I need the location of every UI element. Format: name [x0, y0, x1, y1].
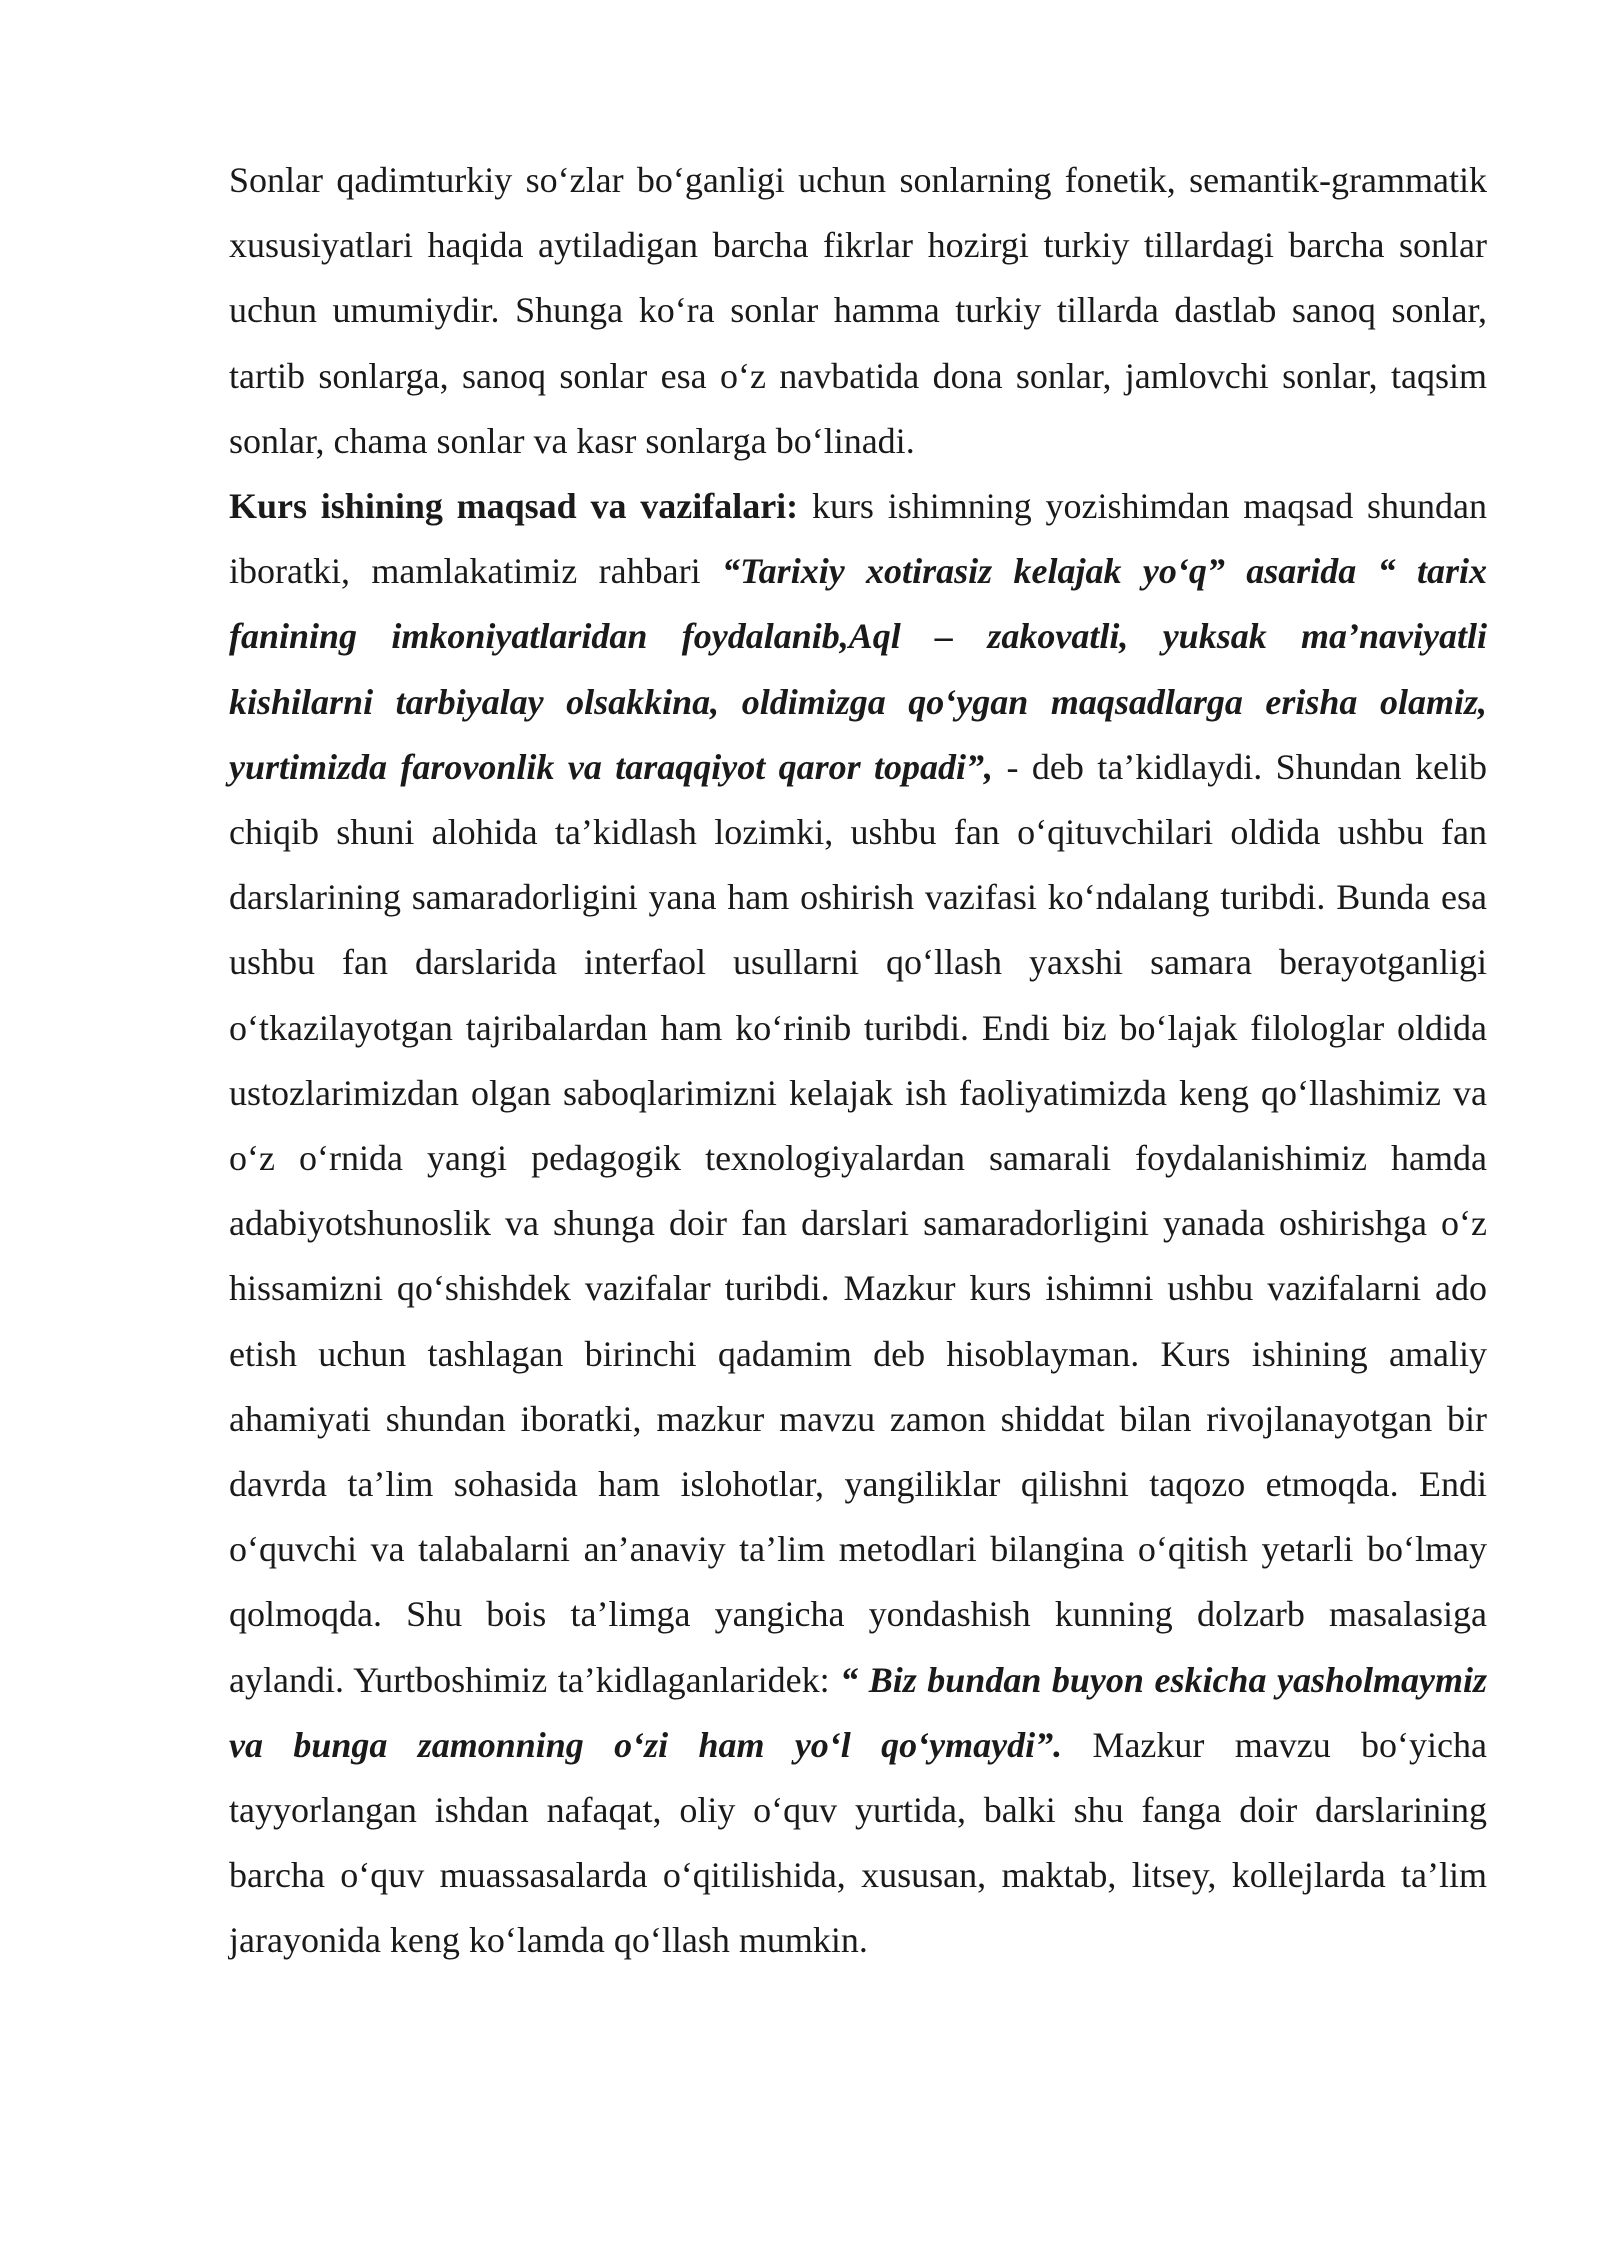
paragraph-course-goals	[229, 474, 1487, 1974]
paragraph-numerals-intro: Sonlar qadimturkiy so‘zlar bo‘ganligi uchun sonlarning fonetik, semantik-grammatik xususiyatlari haqida aytiladigan barcha fikrlar hozirgi turkiy tillardagi barcha sonlar uchun umumiydir. Shunga ko‘ra sonlar hamma turkiy tillarda dastlab sanoq sonlar, tartib sonlarga, sanoq sonlar esa o‘z navbatida dona sonlar, jamlovchi sonlar, taqsim sonlar, chama sonlar va kasr sonlarga bo‘linadi.	[229, 160, 1487, 461]
section-heading-goals: Kurs ishining maqsad va vazifalari:	[229, 486, 799, 527]
quote-yurtboshi: “ Biz bundan buyon eskicha yasholmaymiz va bunga zamonning o‘zi ham yo‘l qo‘ymaydi”.	[229, 1659, 1488, 1765]
quote-tarixiy-xotira: “Tarixiy xotirasiz kelajak yo‘q” asarida “ tarix fanining imkoniyatlaridan foydalanib,Aql – zakovatli, yuksak ma’naviyatli kishilarni tarbiyalay olsakkina, oldimizga qo‘ygan maqsadlarga erisha olamiz, yurtimizda farovonlik va taraqqiyot qaror topadi”,	[229, 551, 1487, 787]
body-text-2: - deb ta’kidlaydi. Shundan kelib chiqib shuni alohida ta’kidlash lozimki, ushbu fan o‘qituvchilari oldida ushbu fan darslarining samaradorligini yana ham oshirish vazifasi ko‘ndalang turibdi. Bunda esa ushbu fan darslarida interfaol usullarni qo‘llash yaxshi samara berayotganligi o‘tkazilayotgan tajribalardan ham ko‘rinib turibdi. Endi biz bo‘lajak filologlar oldida ustozlarimizdan olgan saboqlarimizni kelajak ish faoliyatimizda keng qo‘llashimiz va o‘z o‘rnida yangi pedagogik texnologiyalardan samarali foydalanishimiz hamda adabiyotshunoslik va shunga doir fan darslari samaradorligini yanada oshirishga o‘z hissamizni qo‘shishdek vazifalar turibdi. Mazkur kurs ishimni ushbu vazifalarni ado etish uchun tashlagan birinchi qadamim deb hisoblayman. Kurs ishining amaliy ahamiyati shundan iboratki, mazkur mavzu zamon shiddat bilan rivojlanayotgan bir davrda ta’lim sohasida ham islohotlar, yangiliklar qilishni taqozo etmoqda. Endi o‘quvchi va talabalarni an’anaviy ta’lim metodlari bilangina o‘qitish yetarli bo‘lmay qolmoqda. Shu bois ta’limga yangicha yondashish kunning dolzarb masalasiga aylandi. Yurtboshimiz ta’kidlaganlaridek:	[229, 746, 1487, 1700]
document-page	[229, 148, 1487, 1974]
body-text-3: Mazkur mavzu bo‘yicha tayyorlangan ishdan nafaqat, oliy o‘quv yurtida, balki shu fanga doir darslarining barcha o‘quv muassasalarda o‘qitilishida, xususan, maktab, litsey, kollejlarda ta’lim jarayonida keng ko‘lamda qo‘llash mumkin.	[229, 1724, 1487, 1961]
body-text-1: kurs ishimning yozishimdan maqsad shundan iboratki, mamlakatimiz rahbari	[229, 486, 1487, 592]
